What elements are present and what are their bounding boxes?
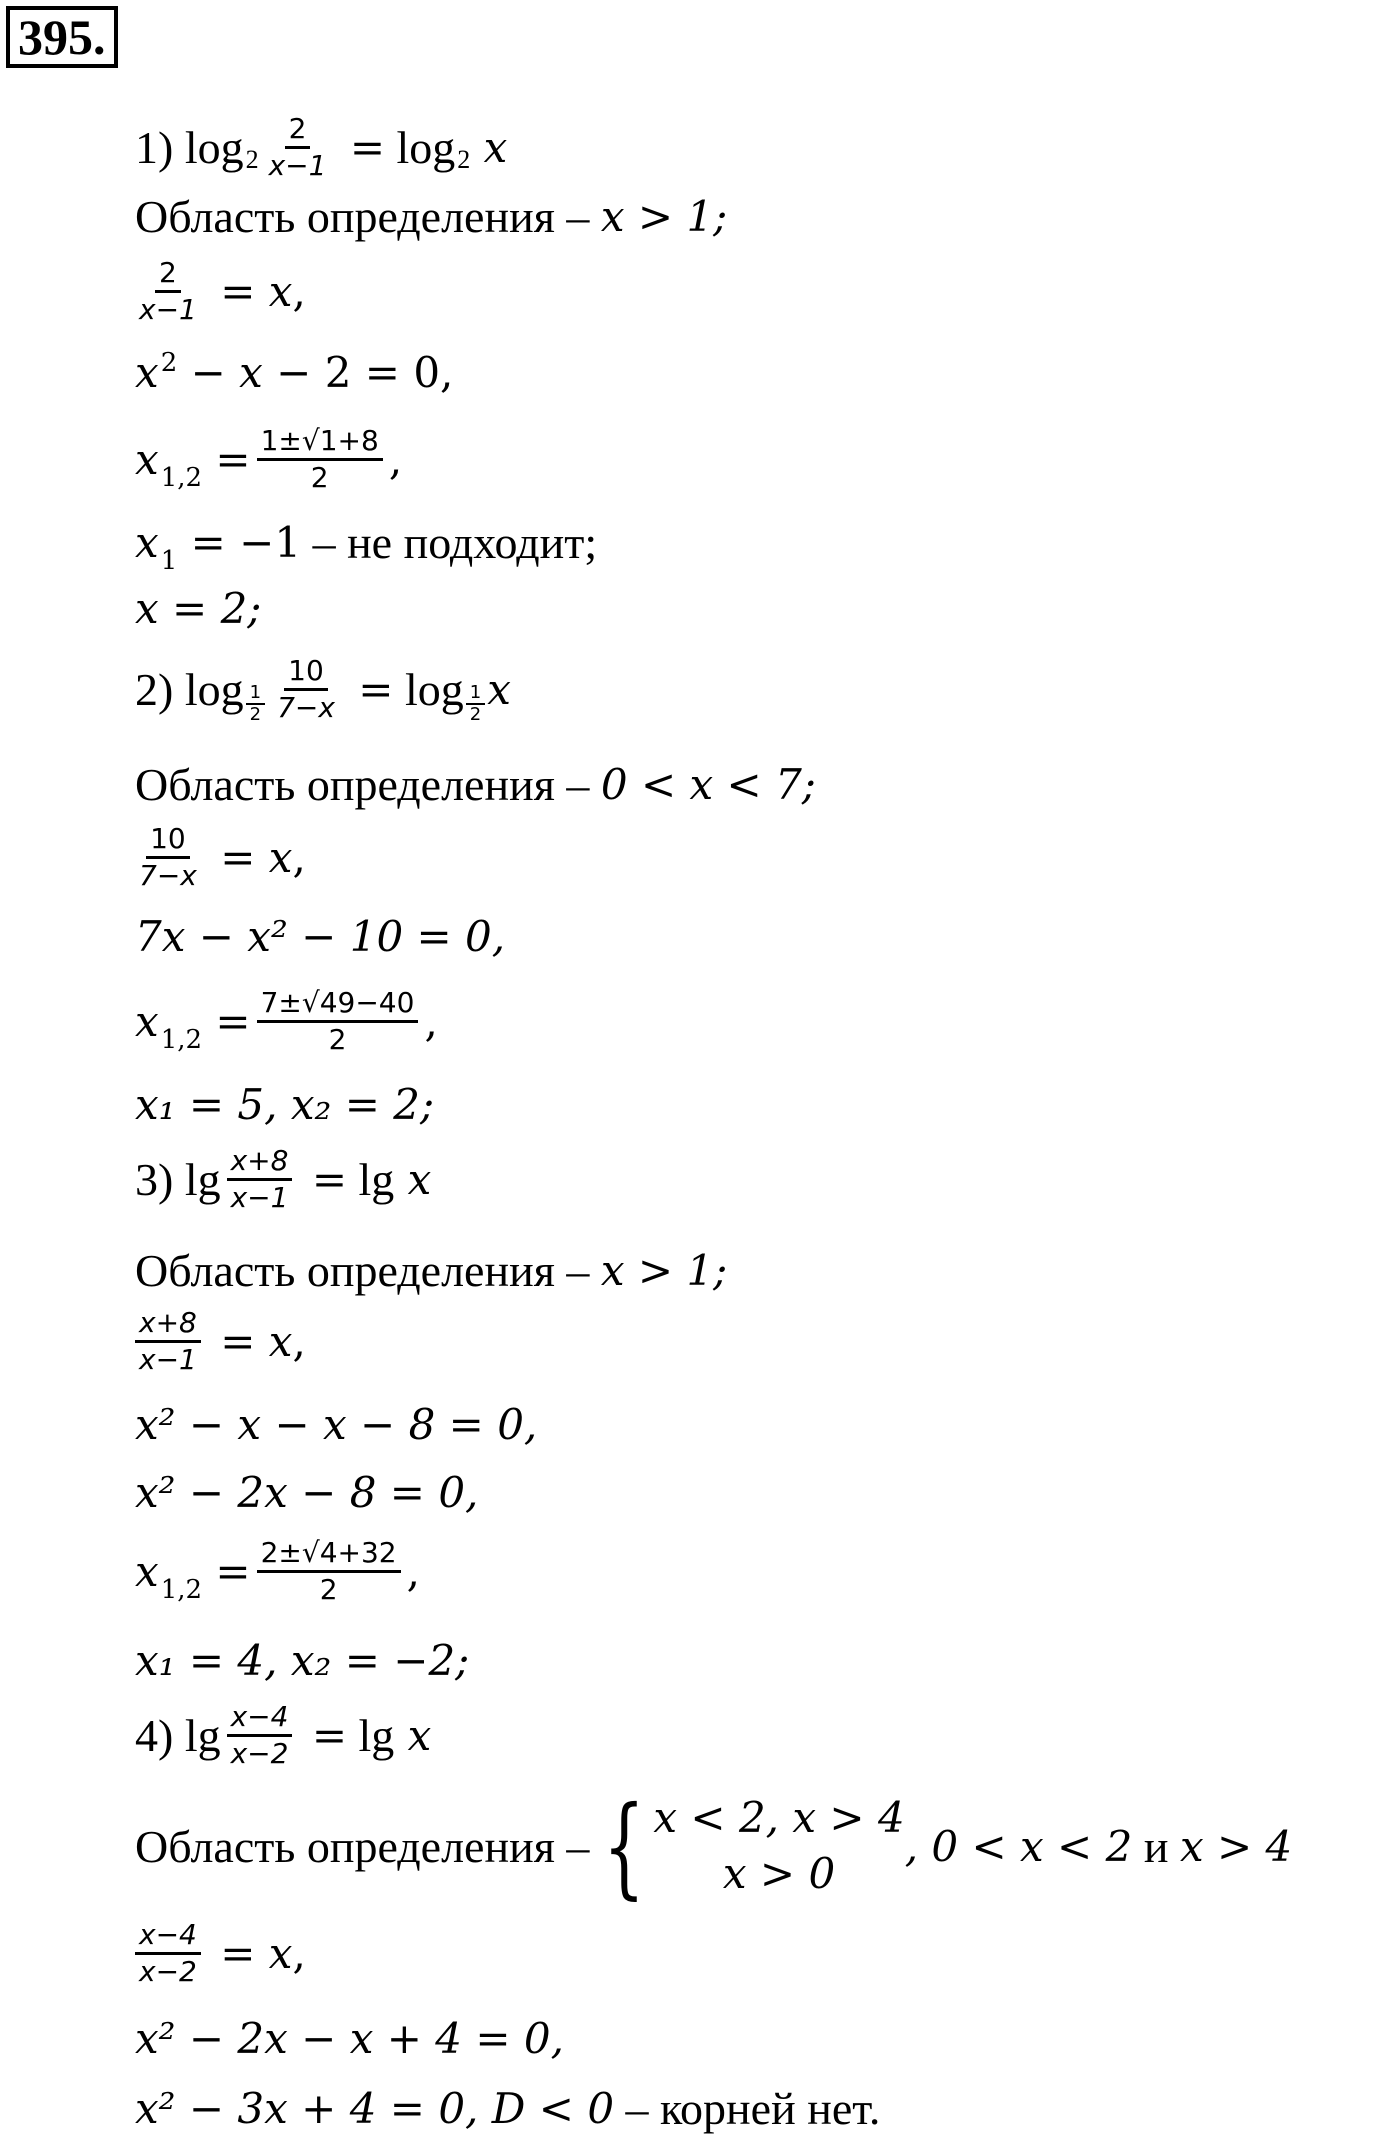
- p2-step1: $\frac{10}{7-x}$ = x,: [139, 822, 306, 892]
- p1-step2: $x^2 - x - 2 = 0$,: [135, 348, 454, 397]
- p1-x1: $x_1 = -1$ – не подходит;: [135, 517, 598, 576]
- p1-step1: $\frac{2}{x-1}$ = x,: [139, 256, 306, 326]
- p1-label: 1): [135, 122, 174, 173]
- problem-number: 395.: [6, 6, 118, 68]
- p2-answer: x₁ = 5, x₂ = 2;: [135, 1080, 435, 1129]
- p1-domain: Область определения – x > 1;: [135, 191, 728, 242]
- p3-step3: x² − 2x − 8 = 0,: [135, 1468, 479, 1517]
- p4-step3: x² − 3x + 4 = 0, D < 0 – корней нет.: [135, 2083, 881, 2134]
- p3-answer: x₁ = 4, x₂ = −2;: [135, 1636, 470, 1685]
- p4-equation: 4) lg $\frac{x-4}{x-2}$ = lg x: [135, 1700, 432, 1770]
- p4-step2: x² − 2x − x + 4 = 0,: [135, 2014, 564, 2063]
- p4-system: { x < 2, x > 4 x > 0: [603, 1782, 905, 1910]
- p2-equation: 2) log 1 2 $\frac{10}{7-x}$ = log 1 2 x: [135, 654, 511, 725]
- p4-domain: Область определения – { x < 2, x > 4 x > 0 , 0 < x < 2 и x > 4: [135, 1782, 1293, 1910]
- p3-step1: $\frac{x+8}{x-1}$ = x,: [135, 1306, 306, 1377]
- p2-step2: 7x − x² − 10 = 0,: [135, 912, 506, 961]
- p1-fraction: $\frac{2}{x-1}$: [268, 112, 327, 182]
- p1-answer: x = 2;: [135, 584, 262, 633]
- brace-icon: {: [603, 1782, 646, 1910]
- p4-label: 4): [135, 1710, 174, 1761]
- p2-label: 2): [135, 664, 174, 715]
- p1-roots-formula: $x_{1,2}$ = $\frac{1\pm√1+8}{2}$ ,: [135, 424, 403, 494]
- p3-label: 3): [135, 1154, 174, 1205]
- p2-roots-formula: $x_{1,2}$ = $\frac{7\pm√49-40}{2}$ ,: [135, 986, 438, 1056]
- p3-domain: Область определения – x > 1;: [135, 1245, 728, 1296]
- p3-equation: 3) lg $\frac{x+8}{x-1}$ = lg x: [135, 1144, 432, 1214]
- p4-step1: $\frac{x-4}{x-2}$ = x,: [135, 1918, 306, 1989]
- p2-domain: Область определения – 0 < x < 7;: [135, 759, 816, 810]
- p3-step2: x² − x − x − 8 = 0,: [135, 1400, 538, 1449]
- p1-equation: 1) log 2 $\frac{2}{x-1}$ = log 2 x: [135, 112, 508, 182]
- p3-roots-formula: $x_{1,2}$ = $\frac{2\pm√4+32}{2}$ ,: [135, 1536, 420, 1606]
